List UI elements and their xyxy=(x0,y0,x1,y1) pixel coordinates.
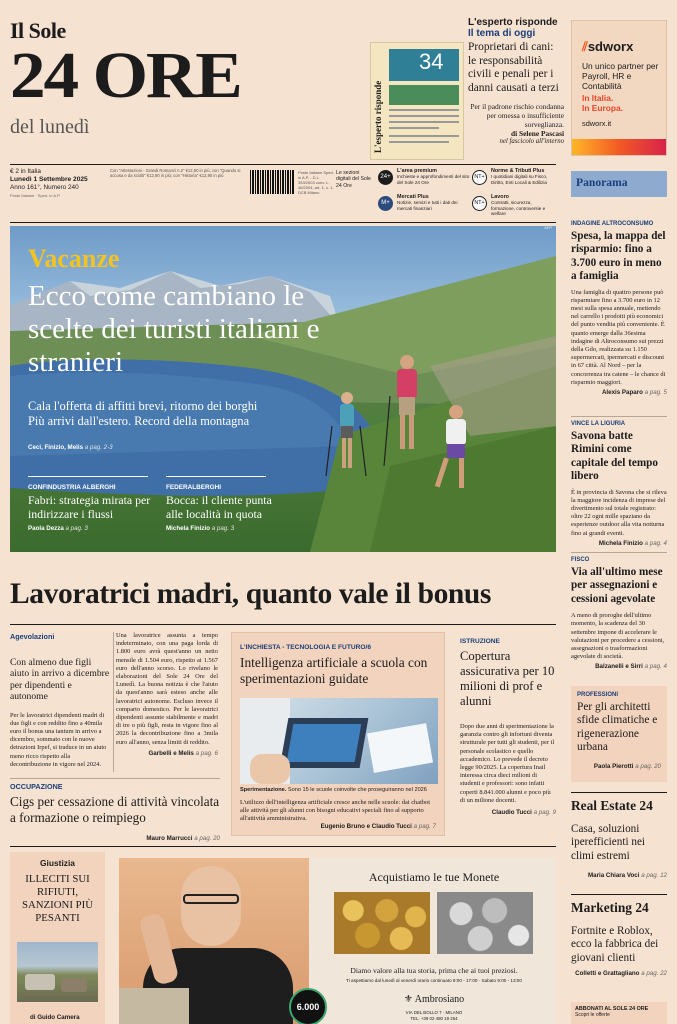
hero-box2[interactable] xyxy=(166,484,290,532)
sdworx-url[interactable]: sdworx.it xyxy=(582,119,612,128)
promo-magazine-cover[interactable] xyxy=(370,42,464,160)
ad-address: VIA DEL BOLLO 7 · MILANO xyxy=(405,1010,463,1015)
digital-item[interactable] xyxy=(472,194,556,217)
digital-desc: I quotidiani digitali su Fisco, Diritto, Enti Locali & Edilizia xyxy=(491,174,548,185)
s3-title: Via all'ultimo mese per assegnazioni e cessioni agevolate xyxy=(571,566,663,605)
istruz-byline: Claudio Tucci xyxy=(491,809,532,817)
s2-body: È in provincia di Savona che si rileva la maggiore incidenza di imprese del divertimento sul totale registrato: oltre 22 ogni mille spaziano da esperienze outdoor alla vita notturna fino ai grandi eventi. xyxy=(571,488,667,537)
coins-silver xyxy=(437,892,533,954)
s1-tag: INDAGINE ALTROCONSUMO xyxy=(571,221,654,227)
s1-page[interactable]: a pag. 5 xyxy=(644,389,667,397)
sidebar-story-1[interactable] xyxy=(571,221,667,396)
s4-tag: PROFESSIONI xyxy=(577,692,619,698)
story-inchiesta[interactable] xyxy=(231,632,445,836)
s2-page[interactable]: a pag. 4 xyxy=(644,539,667,547)
promo-kicker: L'esperto risponde xyxy=(468,17,558,28)
panorama-label: Panorama xyxy=(576,176,628,189)
digital-desc: Notizie, servizi e tutti i dati dei mercati finanziari xyxy=(397,200,458,211)
masthead-line3: del lunedì xyxy=(10,116,90,138)
hero-box2-title: Bocca: il cliente punta alle località in quota xyxy=(166,493,272,521)
ambrosiano-logo-icon: ⚜ xyxy=(403,994,413,1005)
digital-item[interactable] xyxy=(378,194,470,211)
hero-page[interactable]: a pag. 2-3 xyxy=(84,444,113,451)
s4-byline: Paola Pierotti xyxy=(593,762,634,770)
edition-date: Lunedì 1 Settembre 2025 xyxy=(10,176,88,183)
hero-story[interactable]: AFP Vacanze Ecco come cambiano le scelte dei turisti italiani e stranieri Cala l'offerta di affitti brevi, ritorno dei borghi Più arrivi dall'estero. Record della montagna Ceci, Finizio, Melis a pag. 2-3 CONFINDUSTRIA ALBERGHI Fabri: strategia mirata per indirizzare i flussi Paola Dezza a pag. 3 FEDERALBERGHI Bocca: il cliente punta alle località in quota Michela Finizio a pag. 3 xyxy=(10,226,556,552)
story-giustizia[interactable] xyxy=(10,852,105,1024)
mk-title: Fortnite e Roblox, ecco la fabbrica dei giovani clienti xyxy=(571,925,659,964)
re-head: Real Estate 24 xyxy=(571,798,653,813)
hero-box1[interactable] xyxy=(28,484,152,532)
promo-kicker2: Il tema di oggi xyxy=(468,28,536,39)
ad-title: Acquistiamo le tue Monete xyxy=(368,870,500,884)
edition-issue: Anno 161°, Numero 240 xyxy=(10,184,79,191)
digital-item[interactable] xyxy=(378,168,470,185)
hero-box2-page[interactable]: a pag. 3 xyxy=(211,525,235,532)
s3-body: A meno di proroghe dell'ultimo momento, la scadenza del 30 settembre impone di accelerare le valutazioni per procedere a cessioni, assegnazioni o trasformazioni agevolate di società. xyxy=(571,612,665,661)
hero-box1-byline: Paola Dezza xyxy=(28,525,64,532)
promo-sub: Per il padrone rischio condanna per omessa o insufficiente sorveglianza. xyxy=(470,102,564,129)
agev-body2: Una lavoratrice assunta a tempo indeterminato, con una paga lorda di 1.800 euro avrà quest'anno un netto mensile di 1.504 euro, rispetto ai 1.567 euro dell'anno scorso. Lo rivelano le elaborazioni del Sole 24 Ore del Lunedì. La buona notizia è che l'aiuto da quest'anno sarà esteso anche alle lavoratrici autonome. Escluso invece il comparto domestico. Per le lavoratrici dipendenti assunte stabilmente e madri di tre o più figli, resta in vigore fino al 2026 la decontribuzione fino a 3mila euro all'anno, senza limiti di reddito. xyxy=(116,632,218,746)
subscribe-box[interactable] xyxy=(571,1002,667,1024)
hero-sub2: Più arrivi dall'estero. Record della montagna xyxy=(28,414,250,428)
istruz-body: Dopo due anni di sperimentazione la garanzia contro gli infortuni diventa strutturale per tutti gli studenti, per il personale scolastico e quello accademico. Lo prevede il decreto legge 90/2025. La copertura Inail interessa circa dieci milioni di studenti e professori: sono infatti coperti 8.841.000 alunni e poco più di un milione docenti. xyxy=(460,723,555,804)
main-headline[interactable]: Lavoratrici madri, quanto vale il bonus xyxy=(10,578,492,610)
giustizia-byline: di Guido Camera xyxy=(30,1014,80,1021)
sdworx-brand: sdworx xyxy=(587,39,634,54)
digital-desc: Contratti, sicurezza, formazione, controversie e welfare xyxy=(491,200,546,217)
lavoro-badge-icon: NT+ xyxy=(472,196,487,211)
digital-title: Lavoro xyxy=(491,194,509,200)
masthead-logo: 24 ORE xyxy=(10,39,241,112)
mk-head: Marketing 24 xyxy=(571,900,649,915)
mercati-badge-icon: M+ xyxy=(378,196,393,211)
subscribe-sub: Scopri le offerte xyxy=(575,1012,610,1018)
masthead xyxy=(10,18,280,158)
hero-box2-tag: FEDERALBERGHI xyxy=(166,484,222,491)
agev-body: Per le lavoratrici dipendenti madri di due figli e con reddito fino a 40mila euro il bonus una tantum in arrivo a dicembre, sommato con le nuove detrazioni Irpef, si traduce in un aiuto meno ricco rispetto alla decontribuzione in vigore nel 2024. xyxy=(10,711,107,768)
digital-title: L'area premium xyxy=(397,168,437,174)
story-occupazione[interactable] xyxy=(10,782,220,842)
hero-box1-page[interactable]: a pag. 3 xyxy=(65,525,88,532)
hero-box1-tag: CONFINDUSTRIA ALBERGHI xyxy=(28,484,116,491)
giustizia-title: ILLECITI SUI RIFIUTI, SANZIONI PIÙ PESANTI xyxy=(21,873,94,924)
agev-tag: Agevolazioni xyxy=(10,632,55,641)
giustizia-photo xyxy=(17,942,98,1002)
occup-title: Cigs per cessazione di attività vincolata a formazione o reimpiego xyxy=(10,794,220,825)
inchiesta-byline: Eugenio Bruno e Claudio Tucci xyxy=(320,823,412,830)
s4-title: Per gli architetti sfide climatiche e rigenerazione urbana xyxy=(577,701,658,754)
istruz-tag: ISTRUZIONE xyxy=(460,638,500,645)
barcode xyxy=(250,170,294,194)
story-agevolazioni[interactable] xyxy=(10,632,110,769)
coins-gold xyxy=(334,892,430,954)
hero-title: Ecco come cambiano le scelte dei turisti italiani e stranieri xyxy=(28,280,320,378)
s1-body: Una famiglia di quattro persone può risparmiare fino a 3.700 euro in 12 mesi sulla spesa annuale, mettendo nel carrello i prodotti più economici del punto vendita più conveniente. È quanto emerge dalla 36esima indagine di Altroconsumo sui prezzi della Gdo, realizzata su 1.150 supermercati, ipermercati e discount in 67 città. Al Nord – per la concorrenza tra catene – le chance di risparmio maggiori. xyxy=(571,288,666,386)
digital-title: Norme & Tributi Plus xyxy=(491,168,545,174)
s4-page[interactable]: a pag. 20 xyxy=(635,762,661,770)
occup-page[interactable]: a pag. 20 xyxy=(194,835,220,842)
ad-portrait xyxy=(119,858,309,1024)
promo-text: Proprietari di cani: le responsabilità civili e penali per i danni causati a terzi xyxy=(468,41,559,94)
ad-line: Diamo valore alla tua storia, prima che ai tuoi preziosi. xyxy=(350,966,518,975)
norme-badge-icon: NT+ xyxy=(472,170,487,185)
fine-print: Con "Attestazioni - Grandi Romanzi n.2" €12,90 in più; con "Quando si accusa e da sciolti" €12,90 in più; con "Historia" €12,90 in più xyxy=(110,168,241,179)
istruz-title: Copertura assicurativa per 10 milioni di prof e alunni xyxy=(460,649,555,708)
istruz-page[interactable]: a pag. 9 xyxy=(533,809,556,817)
masthead-line1: Il Sole xyxy=(10,18,66,43)
promo-esperto[interactable] xyxy=(468,17,564,162)
digital-item[interactable] xyxy=(472,168,556,185)
hero-byline: Ceci, Finizio, Melis xyxy=(28,444,84,451)
hero-box1-title: Fabri: strategia mirata per indirizzare i flussi xyxy=(28,493,151,521)
re-byline: Maria Chiara Voci xyxy=(587,872,640,880)
sdworx-text: Un unico partner per Payroll, HR e Contabilità xyxy=(582,61,659,91)
digital-title: Mercati Plus xyxy=(397,194,429,200)
agev-body-col2 xyxy=(116,632,218,757)
marketing-section[interactable] xyxy=(571,900,667,977)
ad-hours: Ti aspettiamo dal lunedì al venerdì orario continuato 9:00 - 17:00 · Sabato 9:00 - 13:00 xyxy=(346,978,522,983)
sidebar-story-4[interactable] xyxy=(571,686,667,782)
inchiesta-photo xyxy=(240,698,438,784)
s1-byline: Alexis Paparo xyxy=(601,389,643,397)
inchiesta-caption-bold: Sperimentazione. xyxy=(240,787,287,793)
re-page[interactable]: a pag. 12 xyxy=(641,872,667,880)
inchiesta-tag: L'INCHIESTA - TECNOLOGIA E FUTURO/6 xyxy=(240,644,371,651)
premium-badge-icon: 24+ xyxy=(378,170,393,185)
occup-byline: Mauro Marrucci xyxy=(146,835,193,842)
s2-byline: Michela Finizio xyxy=(598,539,643,547)
occup-tag: OCCUPAZIONE xyxy=(10,782,63,791)
subscribe-label: ABBONATI AL SOLE 24 ORE xyxy=(575,1006,649,1012)
sidebar-story-3[interactable] xyxy=(571,557,667,670)
real-estate-section[interactable] xyxy=(571,798,667,879)
giustizia-tag: Giustizia xyxy=(40,858,75,868)
hero-sub1: Cala l'offerta di affitti brevi, ritorno dei borghi xyxy=(28,399,258,413)
fine-print-2: Poste Italiane Sped. in A.P. - D.L. 353/2003 conv. L. 46/2004, art. 1, c. 1, DCB Milano xyxy=(298,170,334,195)
ad-tel: TEL. +39 02 480 19 264 xyxy=(410,1016,458,1021)
re-title: Casa, soluzioni iperefficienti nei climi estremi xyxy=(571,823,646,862)
ad-badge: 6.000 xyxy=(289,988,327,1024)
agev-byline: Garbelli e Melis xyxy=(148,749,194,757)
agev-page[interactable]: a pag. 6 xyxy=(195,749,218,757)
promo-author: di Selene Pascasi xyxy=(511,129,564,138)
price: € 2 in Italia xyxy=(10,168,41,175)
panorama-header xyxy=(571,171,667,197)
story-istruzione[interactable] xyxy=(460,638,556,816)
mk-byline: Colletti e Grattagliano xyxy=(575,970,640,978)
promo-where: nel fascicolo all'interno xyxy=(499,138,564,145)
s2-tag: VINCE LA LIGURIA xyxy=(571,421,626,427)
s1-title: Spesa, la mappa del risparmio: fino a 3.700 euro in meno a famiglia xyxy=(571,230,666,283)
mk-page[interactable]: a pag. 22 xyxy=(641,970,667,978)
edition-info: € 2 in Italia Lunedì 1 Settembre 2025 Anno 161°, Numero 240 Poste Italiane · Sped. in A.P. xyxy=(10,168,100,198)
magazine-number: 34 xyxy=(419,49,444,74)
s3-byline: Balzanelli e Sirri xyxy=(595,663,643,671)
magazine-title: L'esperto risponde xyxy=(373,80,383,153)
s2-title: Savona batte Rimini come capitale del tempo libero xyxy=(571,430,658,483)
s3-page[interactable]: a pag. 4 xyxy=(644,663,667,671)
inchiesta-page[interactable]: a pag. 7 xyxy=(413,823,436,830)
ad-sdworx[interactable] xyxy=(571,20,667,156)
sdworx-tagline1: In Italia. xyxy=(582,93,614,103)
inchiesta-body: L'utilizzo dell'intelligenza artificiale cresce anche nelle scuole: dai chatbot alle attività per gli alunni con bisogni educativi speciali fino al supporto all'attività amministrativa. xyxy=(240,799,431,822)
hero-box2-byline: Michela Finizio xyxy=(166,525,211,532)
ad-ambrosiano[interactable] xyxy=(119,858,556,1024)
s3-tag: FISCO xyxy=(571,557,590,563)
sidebar-story-2[interactable] xyxy=(571,421,667,547)
sdworx-logo-icon: ⫽ xyxy=(582,39,588,54)
inchiesta-title: Intelligenza artificiale a scuola con sperimentazioni guidate xyxy=(240,655,428,686)
hero-kicker: Vacanze xyxy=(28,244,120,273)
ad-brand: Ambrosiano xyxy=(414,994,465,1005)
agev-sub: Con almeno due figli aiuto in arrivo a dicembre per dipendenti e autonome xyxy=(10,657,110,703)
digital-items xyxy=(378,168,556,220)
sezioni-digitali: Le sezioni digitali del Sole 24 Ore xyxy=(336,170,371,189)
sdworx-tagline2: In Europa. xyxy=(582,103,623,113)
digital-desc: Inchieste e approfondimenti del sito del Sole 24 Ore xyxy=(397,174,470,185)
inchiesta-caption: Sono 15 le scuole coinvolte che proseguiranno nel 2026 xyxy=(287,787,427,793)
